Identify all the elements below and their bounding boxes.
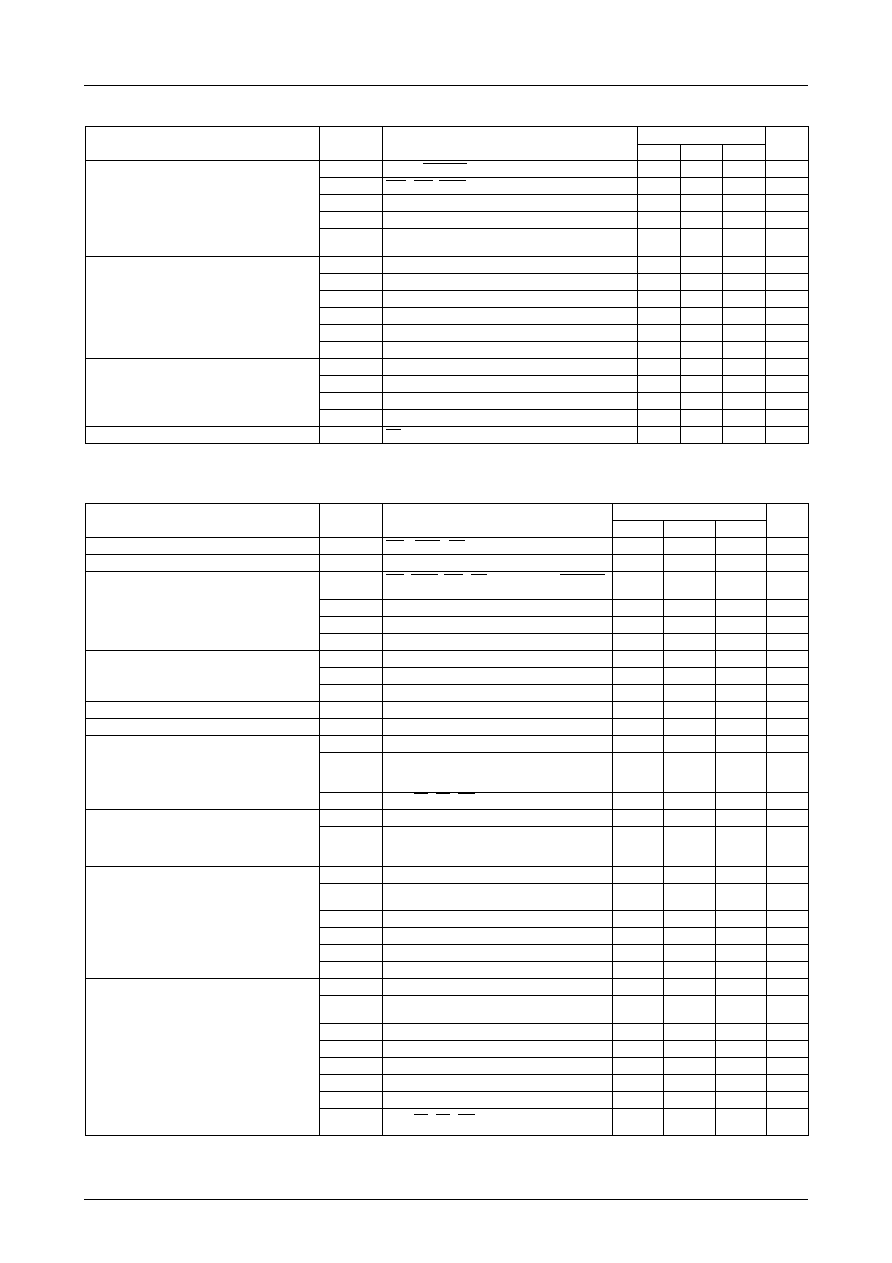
table-row xyxy=(86,867,809,884)
condition-cell xyxy=(383,161,638,178)
overbar-mark xyxy=(386,429,401,430)
table-header-row xyxy=(86,504,809,521)
header-conditions-cell xyxy=(383,127,638,161)
overbar-mark xyxy=(436,793,450,794)
header-typ-cell xyxy=(681,145,723,161)
overbar-mark xyxy=(411,574,438,575)
table-row xyxy=(86,810,809,827)
overbar-mark xyxy=(449,540,465,541)
table-row xyxy=(86,555,809,572)
header-parameter-cell xyxy=(86,127,320,161)
condition-cell xyxy=(383,427,638,444)
table-row xyxy=(86,651,809,668)
header-min-cell xyxy=(613,521,664,538)
footer-rule xyxy=(84,1199,808,1200)
header-typ-cell xyxy=(664,521,716,538)
table-row xyxy=(86,719,809,736)
overbar-mark xyxy=(414,1114,428,1115)
parameter-cell xyxy=(86,572,320,651)
overbar-mark xyxy=(471,574,487,575)
overbar-mark xyxy=(436,1114,450,1115)
condition-cell xyxy=(383,572,613,600)
header-values-cell xyxy=(638,127,766,145)
header-values-cell xyxy=(613,504,767,521)
condition-cell xyxy=(383,1109,613,1136)
spec-table-1 xyxy=(85,126,809,444)
table-row xyxy=(86,702,809,719)
parameter-cell xyxy=(86,555,320,572)
header-max-cell xyxy=(716,521,767,538)
parameter-cell xyxy=(86,702,320,719)
parameter-cell xyxy=(86,538,320,555)
header-symbol-cell xyxy=(320,504,383,538)
parameter-cell xyxy=(86,719,320,736)
overbar-mark xyxy=(386,574,404,575)
overbar-mark xyxy=(439,180,466,181)
parameter-cell xyxy=(86,810,320,867)
table-row xyxy=(86,572,809,600)
condition-cell xyxy=(383,538,613,555)
parameter-cell xyxy=(86,427,320,444)
header-rule xyxy=(84,85,808,86)
table-row xyxy=(86,359,809,376)
table-header-row xyxy=(86,127,809,145)
header-symbol-cell xyxy=(320,127,383,161)
parameter-cell xyxy=(86,736,320,810)
header-parameter-cell xyxy=(86,504,320,538)
parameter-cell xyxy=(86,359,320,427)
overbar-mark xyxy=(458,793,475,794)
header-max-cell xyxy=(723,145,766,161)
overbar-mark xyxy=(423,163,467,164)
table-row xyxy=(86,427,809,444)
parameter-cell xyxy=(86,161,320,257)
overbar-mark xyxy=(560,574,605,575)
parameter-cell xyxy=(86,979,320,1136)
overbar-mark xyxy=(386,540,404,541)
parameter-cell xyxy=(86,867,320,979)
header-unit-cell xyxy=(766,127,809,161)
spec-table-2 xyxy=(85,503,809,1136)
condition-cell xyxy=(383,178,638,195)
table-row xyxy=(86,538,809,555)
table-row xyxy=(86,257,809,274)
parameter-cell xyxy=(86,257,320,359)
parameter-cell xyxy=(86,651,320,702)
table-row xyxy=(86,161,809,178)
header-unit-cell xyxy=(767,504,809,538)
overbar-mark xyxy=(458,1114,475,1115)
header-conditions-cell xyxy=(383,504,613,538)
overbar-mark xyxy=(444,574,463,575)
overbar-mark xyxy=(386,180,406,181)
table-row xyxy=(86,736,809,753)
header-min-cell xyxy=(638,145,681,161)
condition-cell xyxy=(383,793,613,810)
overbar-mark xyxy=(414,180,433,181)
overbar-mark xyxy=(415,540,440,541)
overbar-mark xyxy=(414,793,428,794)
table-row xyxy=(86,979,809,996)
